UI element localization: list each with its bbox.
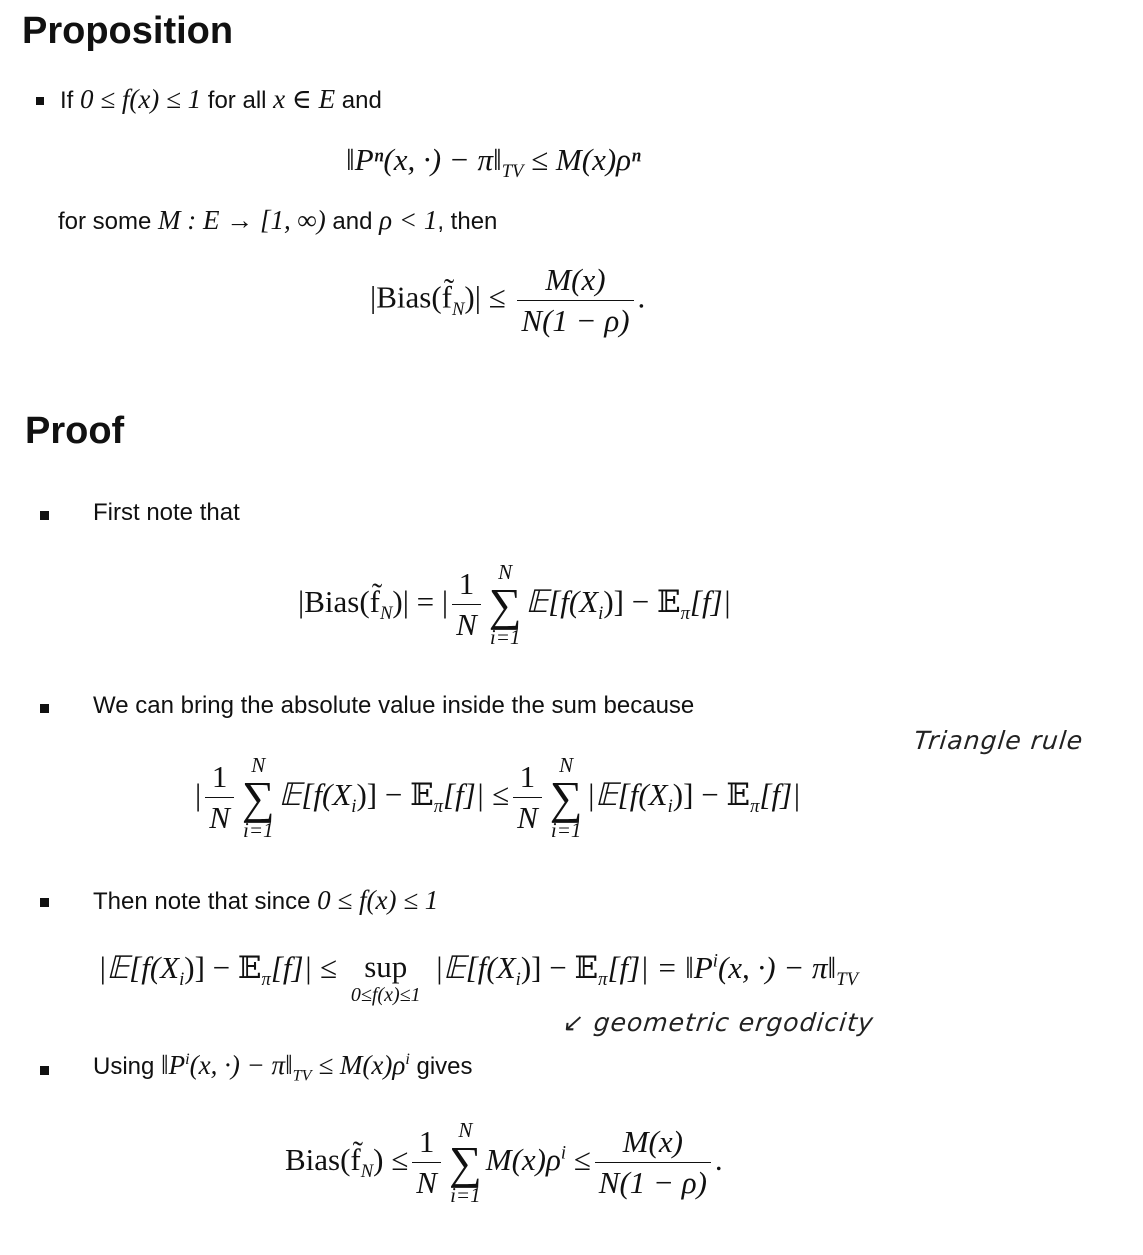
numerator: 1 bbox=[519, 759, 536, 795]
math: ≤ bbox=[566, 1141, 591, 1177]
math: |𝔼[f(X bbox=[434, 950, 516, 985]
math-sub: TV bbox=[292, 1066, 312, 1085]
numerator: 1 bbox=[418, 1124, 435, 1160]
summation bbox=[242, 755, 275, 841]
math: )| ≤ bbox=[464, 279, 506, 315]
math-sub: TV bbox=[836, 969, 858, 991]
math: |𝔼[f(X bbox=[586, 776, 668, 812]
step2-text: We can bring the absolute value inside the sum because bbox=[93, 692, 695, 719]
math: Bias(f̃ bbox=[285, 1141, 361, 1177]
fraction bbox=[513, 759, 542, 836]
math: [f]| bbox=[759, 776, 801, 812]
math: (x, ·) − π‖ bbox=[717, 950, 837, 985]
proposition-condition bbox=[60, 84, 382, 115]
math-sub: π bbox=[598, 969, 608, 991]
summation bbox=[449, 1120, 482, 1206]
proposition-line2 bbox=[58, 205, 497, 236]
math: . bbox=[637, 279, 646, 315]
sum-lower: i=1 bbox=[450, 1182, 481, 1207]
math-sub: N bbox=[360, 1161, 374, 1183]
math-condition: 0 ≤ f(x) ≤ 1 bbox=[317, 885, 439, 915]
math-sup: i bbox=[405, 1050, 410, 1068]
denominator: N bbox=[513, 797, 542, 836]
text: gives bbox=[409, 1053, 473, 1080]
math: )| = | bbox=[392, 583, 449, 619]
fraction bbox=[205, 759, 234, 836]
math: [f]| ≤ bbox=[443, 776, 510, 812]
handwritten-annotation-triangle-rule: Triangle rule bbox=[912, 726, 1085, 755]
sum-upper: N bbox=[251, 753, 266, 777]
sum-lower: i=1 bbox=[489, 624, 521, 649]
text: for some bbox=[58, 208, 159, 235]
math: 𝔼[f(X bbox=[525, 583, 599, 619]
math-sup: i bbox=[712, 950, 718, 972]
sum-lower: i=1 bbox=[550, 817, 582, 842]
math-sub: N bbox=[451, 298, 465, 320]
sum-lower: i=1 bbox=[243, 817, 274, 842]
sum-upper: N bbox=[498, 560, 513, 584]
bias-bound-equation bbox=[370, 262, 645, 339]
math: )] − 𝔼 bbox=[603, 583, 681, 619]
sigma: ∑ bbox=[549, 772, 583, 823]
math: )] − 𝔼 bbox=[184, 950, 262, 985]
bullet-marker bbox=[40, 704, 49, 713]
bullet-marker bbox=[40, 511, 49, 520]
summation bbox=[550, 755, 583, 841]
math: )] − 𝔼 bbox=[520, 950, 599, 985]
math-sup: i bbox=[560, 1142, 567, 1164]
denominator: N(1 − ρ) bbox=[517, 300, 633, 339]
text: If bbox=[60, 87, 81, 114]
math: [f]| ≤ bbox=[270, 950, 337, 985]
handwritten-annotation-geometric-ergodicity: ↙ geometric ergodicity bbox=[561, 1008, 876, 1037]
sigma: ∑ bbox=[448, 1137, 482, 1188]
math-sub: i bbox=[179, 969, 185, 991]
sum-upper: N bbox=[458, 1118, 473, 1142]
math-map: M : E → [1, ∞) bbox=[158, 205, 326, 235]
bullet-marker bbox=[36, 97, 44, 105]
sigma: ∑ bbox=[241, 772, 275, 823]
fraction bbox=[517, 262, 633, 339]
math-set: x ∈ E bbox=[273, 84, 336, 114]
math: ‖Pⁿ(x, ·) − π‖ bbox=[346, 142, 502, 177]
math-sub: π bbox=[680, 603, 690, 625]
math-sub: TV bbox=[501, 161, 524, 183]
text: for all bbox=[201, 87, 274, 114]
sigma: ∑ bbox=[488, 579, 522, 630]
denominator: N bbox=[205, 797, 234, 836]
math: ) ≤ bbox=[373, 1141, 409, 1177]
math: . bbox=[714, 1141, 723, 1177]
fraction bbox=[412, 1124, 441, 1201]
math-sup: i bbox=[185, 1050, 190, 1068]
math-rho: ρ < 1 bbox=[379, 205, 438, 235]
math: ≤ M(x)ρ bbox=[311, 1050, 406, 1080]
math-sub: π bbox=[261, 969, 271, 991]
fraction bbox=[452, 566, 481, 643]
sum-upper: N bbox=[559, 753, 574, 777]
numerator: M(x) bbox=[545, 262, 606, 297]
step1-text: First note that bbox=[93, 499, 240, 526]
text: and bbox=[325, 208, 380, 235]
math-sub: i bbox=[351, 796, 357, 818]
math-condition: 0 ≤ f(x) ≤ 1 bbox=[80, 84, 202, 114]
bullet-marker bbox=[40, 1066, 49, 1075]
summation bbox=[489, 562, 522, 648]
denominator: N bbox=[412, 1162, 441, 1201]
math-sub: π bbox=[750, 796, 760, 818]
math: M(x)ρ bbox=[485, 1141, 561, 1177]
math: |𝔼[f(X bbox=[98, 950, 180, 985]
math: ‖P bbox=[161, 1050, 186, 1080]
math-sub: N bbox=[379, 603, 393, 625]
proposition-title: Proposition bbox=[22, 10, 234, 52]
text: Using bbox=[93, 1053, 162, 1080]
math: |Bias(f̃ bbox=[298, 583, 380, 619]
numerator: 1 bbox=[458, 566, 475, 602]
bullet-marker bbox=[40, 898, 49, 907]
math: [f]| bbox=[689, 583, 732, 619]
text: Then note that since bbox=[93, 888, 318, 915]
sup-label: sup bbox=[364, 949, 408, 984]
denominator: N bbox=[452, 604, 481, 643]
math: |Bias(f̃ bbox=[370, 279, 452, 315]
numerator: 1 bbox=[211, 759, 228, 795]
step3-text bbox=[93, 885, 438, 916]
math: | bbox=[195, 776, 202, 812]
math-sub: i bbox=[667, 796, 673, 818]
math: ≤ M(x)ρⁿ bbox=[523, 142, 641, 177]
math: [f]| = ‖P bbox=[607, 950, 713, 985]
math-sub: i bbox=[515, 969, 521, 991]
fraction bbox=[595, 1124, 711, 1201]
supremum bbox=[351, 950, 421, 1006]
math-sub: π bbox=[433, 796, 444, 818]
math: (x, ·) − π‖ bbox=[189, 1050, 293, 1080]
final-bias-bound-equation bbox=[285, 1120, 723, 1206]
text: , then bbox=[437, 208, 498, 235]
text: and bbox=[335, 87, 382, 114]
math: )] − 𝔼 bbox=[356, 776, 434, 812]
numerator: M(x) bbox=[622, 1124, 683, 1160]
denominator: N(1 − ρ) bbox=[595, 1162, 711, 1201]
tv-bound-equation bbox=[346, 142, 641, 183]
math-sub: i bbox=[598, 603, 604, 625]
step4-text bbox=[93, 1050, 473, 1085]
triangle-inequality-equation bbox=[195, 755, 801, 841]
sup-limit: 0≤f(x)≤1 bbox=[350, 984, 421, 1007]
bias-sum-equation bbox=[298, 562, 731, 648]
math: )] − 𝔼 bbox=[672, 776, 751, 812]
math: 𝔼[f(X bbox=[278, 776, 352, 812]
sup-bound-equation bbox=[98, 950, 858, 1006]
proof-title: Proof bbox=[25, 410, 125, 452]
